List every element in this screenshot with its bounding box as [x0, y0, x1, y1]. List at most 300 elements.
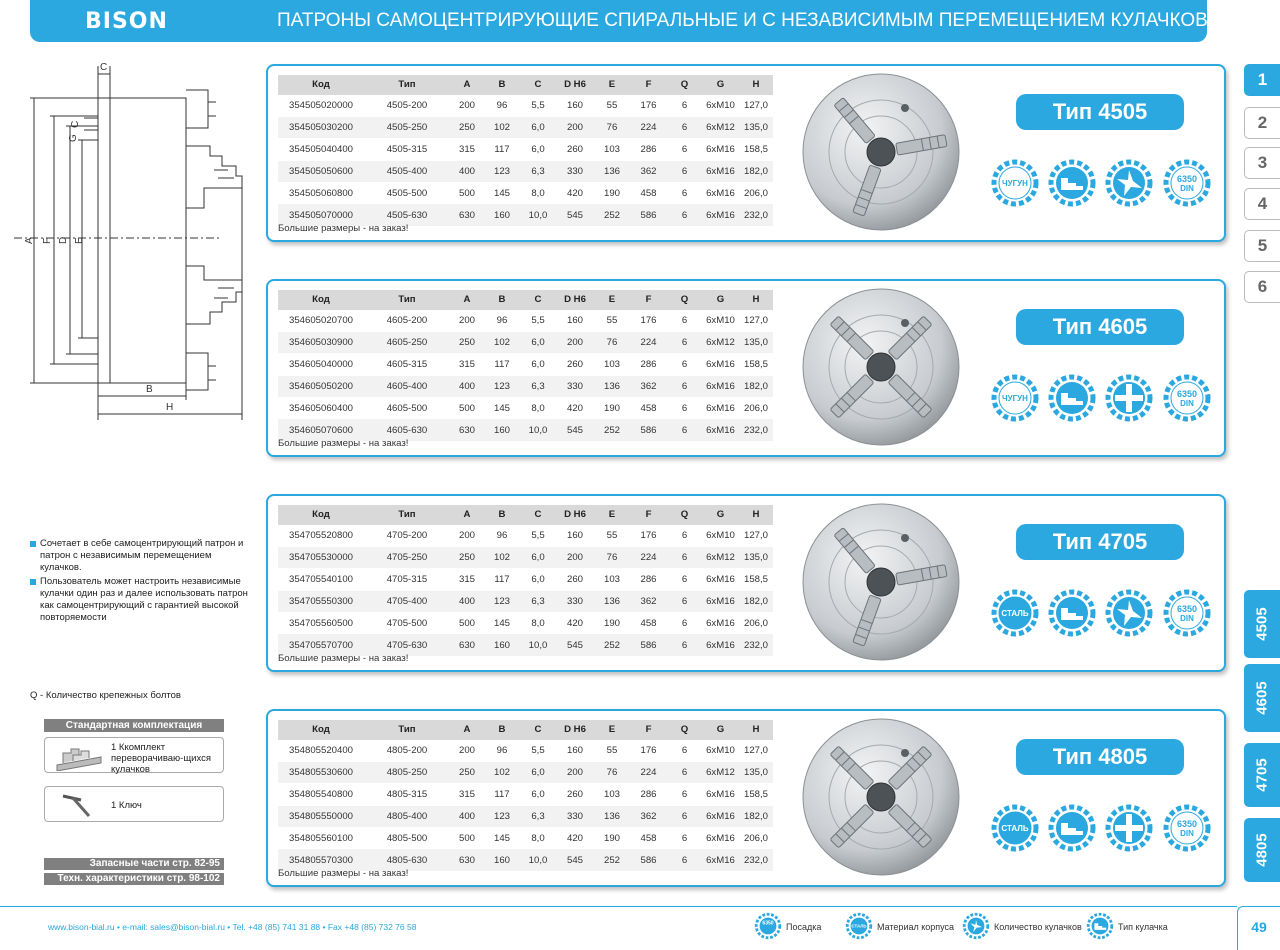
table-row: [278, 827, 773, 849]
spec-cell: 200: [450, 95, 484, 117]
spec-cell: 6xM16: [702, 419, 739, 441]
spec-cell: 96: [484, 525, 520, 547]
dim-label-a: A: [24, 237, 35, 244]
spec-cell: 6xM16: [702, 354, 739, 376]
spec-cell: 103: [594, 139, 630, 161]
standard-item-jaws: 1 Ккомплект переворачиваю-щихся кулачков: [44, 737, 224, 773]
spec-cell: 6: [667, 160, 702, 182]
spec-cell: 354505020000: [278, 95, 364, 117]
spec-header-cell: A: [450, 290, 484, 310]
spec-cell: 206,0: [739, 827, 773, 849]
spec-header-cell: G: [702, 505, 739, 525]
spec-cell: 6xM16: [702, 182, 739, 204]
table-row: [278, 139, 773, 161]
spec-cell: 6: [667, 612, 702, 634]
dim-label-c-top: C: [100, 62, 108, 73]
spec-cell: 200: [556, 117, 594, 139]
spec-cell: 6xM16: [702, 805, 739, 827]
spec-cell: 250: [450, 547, 484, 569]
product-panel-4705: [266, 494, 1226, 672]
spec-cell: 190: [594, 182, 630, 204]
spec-cell: 6: [667, 849, 702, 871]
spec-header-cell: Код: [278, 290, 364, 310]
spec-cell: 158,5: [739, 139, 773, 161]
spec-cell: 232,0: [739, 634, 773, 656]
spec-cell: 160: [556, 740, 594, 762]
spec-cell: 200: [556, 762, 594, 784]
spec-cell: 8,0: [520, 827, 556, 849]
spec-cell: 6: [667, 375, 702, 397]
spec-cell: 354505030200: [278, 117, 364, 139]
spec-cell: 6: [667, 117, 702, 139]
spec-cell: 123: [484, 590, 520, 612]
spec-cell: 354605050200: [278, 375, 364, 397]
spec-cell: 145: [484, 182, 520, 204]
spec-cell: 630: [450, 204, 484, 226]
more-sizes-note: Большие размеры - на заказ!: [278, 868, 409, 879]
spec-cell: 420: [556, 612, 594, 634]
feature-icons: [990, 158, 1214, 210]
spec-cell: 224: [630, 762, 667, 784]
type-tab-4605[interactable]: 4605: [1244, 664, 1280, 732]
spec-cell: 200: [556, 332, 594, 354]
spec-cell: 182,0: [739, 160, 773, 182]
product-panel-4805: [266, 709, 1226, 887]
spec-header-cell: Q: [667, 505, 702, 525]
body-material-icon: [845, 912, 873, 940]
din-mount-icon: [1162, 588, 1212, 638]
spec-cell: 400: [450, 590, 484, 612]
footer-line: [0, 906, 1237, 907]
table-row: [278, 397, 773, 419]
spec-cell: 76: [594, 332, 630, 354]
svg-text:ЧУГУН: ЧУГУН: [1002, 394, 1028, 403]
dim-label-h: H: [166, 402, 174, 413]
spec-cell: 354605040000: [278, 354, 364, 376]
spec-table: [278, 720, 773, 871]
spec-cell: 354805530600: [278, 762, 364, 784]
spec-cell: 55: [594, 740, 630, 762]
spec-cell: 232,0: [739, 419, 773, 441]
section-tab-1[interactable]: 1: [1244, 64, 1280, 96]
spec-cell: 6: [667, 827, 702, 849]
spec-cell: 4505-400: [364, 160, 450, 182]
spec-cell: 136: [594, 375, 630, 397]
tech-specs-link[interactable]: Техн. характеристики стр. 98-102: [44, 873, 224, 885]
spec-cell: 8,0: [520, 182, 556, 204]
spec-cell: 158,5: [739, 569, 773, 591]
spec-header-cell: Тип: [364, 505, 450, 525]
spec-cell: 206,0: [739, 397, 773, 419]
spec-cell: 182,0: [739, 375, 773, 397]
svg-text:DIN: DIN: [1180, 184, 1194, 193]
spec-cell: 354805540800: [278, 784, 364, 806]
svg-text:DIN: DIN: [1180, 614, 1194, 623]
svg-text:DIN: DIN: [1180, 399, 1194, 408]
spec-header-cell: F: [630, 75, 667, 95]
table-row: [278, 569, 773, 591]
spec-cell: 4605-500: [364, 397, 450, 419]
spec-cell: 630: [450, 419, 484, 441]
spec-header-cell: H: [739, 720, 773, 740]
spec-cell: 630: [450, 634, 484, 656]
spec-cell: 354705540100: [278, 569, 364, 591]
spec-cell: 4505-250: [364, 117, 450, 139]
spec-header-cell: C: [520, 720, 556, 740]
spec-header-cell: G: [702, 75, 739, 95]
spec-cell: 315: [450, 354, 484, 376]
spec-cell: 6xM10: [702, 95, 739, 117]
table-row: [278, 525, 773, 547]
spec-header-cell: A: [450, 505, 484, 525]
spec-cell: 6,0: [520, 139, 556, 161]
spec-header-cell: B: [484, 720, 520, 740]
spec-cell: 102: [484, 117, 520, 139]
spec-cell: 545: [556, 849, 594, 871]
spare-parts-link[interactable]: Запасные части стр. 82-95: [44, 858, 224, 870]
spec-cell: 6: [667, 547, 702, 569]
spec-cell: 102: [484, 762, 520, 784]
spec-header-cell: H: [739, 75, 773, 95]
spec-cell: 4505-500: [364, 182, 450, 204]
spec-cell: 400: [450, 805, 484, 827]
type-tab-4805[interactable]: 4805: [1244, 818, 1280, 882]
spec-cell: 206,0: [739, 612, 773, 634]
jaw-count-icon: [1104, 158, 1154, 208]
spec-header-cell: Q: [667, 290, 702, 310]
table-row: [278, 117, 773, 139]
spec-cell: 55: [594, 95, 630, 117]
spec-cell: 76: [594, 762, 630, 784]
material-icon: [990, 373, 1040, 423]
spec-cell: 545: [556, 419, 594, 441]
table-row: [278, 95, 773, 117]
material-icon: [990, 588, 1040, 638]
table-row: [278, 740, 773, 762]
spec-cell: 362: [630, 590, 667, 612]
spec-header-cell: C: [520, 290, 556, 310]
spec-cell: 6,3: [520, 590, 556, 612]
spec-cell: 354605060400: [278, 397, 364, 419]
q-note: Q - Количество крепежных болтов: [30, 690, 181, 701]
svg-text:6350: 6350: [1176, 389, 1198, 399]
spec-header-cell: Q: [667, 720, 702, 740]
table-row: [278, 805, 773, 827]
spec-cell: 123: [484, 375, 520, 397]
spec-cell: 136: [594, 805, 630, 827]
spec-cell: 4805-315: [364, 784, 450, 806]
section-tab-4[interactable]: 4: [1244, 188, 1280, 220]
spec-cell: 286: [630, 354, 667, 376]
spec-cell: 6xM16: [702, 612, 739, 634]
page-title: ПАТРОНЫ САМОЦЕНТРИРУЮЩИЕ СПИРАЛЬНЫЕ И С НЕЗАВИСИМЫМ ПЕРЕМЕЩЕНИЕМ КУЛАЧКОВ: [277, 10, 1208, 31]
spec-cell: 10,0: [520, 204, 556, 226]
table-row: [278, 762, 773, 784]
spec-cell: 200: [450, 740, 484, 762]
din-mount-icon: [1162, 158, 1212, 208]
jaw-count-icon: [1104, 373, 1154, 423]
spec-cell: 6xM16: [702, 849, 739, 871]
spec-cell: 158,5: [739, 784, 773, 806]
spec-cell: 160: [556, 95, 594, 117]
spec-cell: 232,0: [739, 204, 773, 226]
spec-cell: 6,0: [520, 547, 556, 569]
spec-cell: 102: [484, 332, 520, 354]
spec-cell: 4705-500: [364, 612, 450, 634]
spec-cell: 354805520400: [278, 740, 364, 762]
section-tab-3[interactable]: 3: [1244, 147, 1280, 179]
spec-cell: 160: [484, 849, 520, 871]
spec-cell: 400: [450, 160, 484, 182]
spec-cell: 354705560500: [278, 612, 364, 634]
section-tab-2[interactable]: 2: [1244, 107, 1280, 139]
spec-header-cell: Тип: [364, 290, 450, 310]
spec-cell: 354805560100: [278, 827, 364, 849]
spec-header-cell: F: [630, 720, 667, 740]
spec-cell: 6,0: [520, 569, 556, 591]
spec-cell: 190: [594, 612, 630, 634]
more-sizes-note: Большие размеры - на заказ!: [278, 438, 409, 449]
table-row: [278, 160, 773, 182]
spec-cell: 260: [556, 569, 594, 591]
spec-cell: 315: [450, 569, 484, 591]
spec-header-cell: E: [594, 720, 630, 740]
spec-cell: 6xM10: [702, 740, 739, 762]
footer-contacts: www.bison-bial.ru • e-mail: sales@bison-bial.ru • Tel. +48 (85) 741 31 88 • Fax +48 (85) 732 76 58: [48, 922, 417, 932]
spec-cell: 330: [556, 375, 594, 397]
spec-cell: 362: [630, 805, 667, 827]
spec-cell: 5,5: [520, 310, 556, 332]
spec-cell: 458: [630, 182, 667, 204]
spec-table: [278, 75, 773, 226]
more-sizes-note: Большие размеры - на заказ!: [278, 223, 409, 234]
spec-cell: 4505-200: [364, 95, 450, 117]
reversible-jaws-icon: [53, 741, 105, 771]
chuck-dimension-drawing: [14, 58, 254, 428]
jaw-type-icon: [1047, 588, 1097, 638]
spec-cell: 5,5: [520, 95, 556, 117]
type-badge: Тип 4605: [1016, 309, 1184, 345]
spec-cell: 135,0: [739, 117, 773, 139]
spec-cell: 6: [667, 590, 702, 612]
din-mount-icon: [754, 912, 782, 940]
din-mount-icon: [1162, 373, 1212, 423]
spec-cell: 354505040400: [278, 139, 364, 161]
spec-table: [278, 505, 773, 656]
spec-cell: 160: [556, 525, 594, 547]
spec-cell: 6: [667, 569, 702, 591]
spec-cell: 315: [450, 784, 484, 806]
spec-cell: 6: [667, 419, 702, 441]
spec-cell: 6: [667, 784, 702, 806]
spec-cell: 10,0: [520, 419, 556, 441]
chuck-photo: [801, 72, 961, 232]
spec-cell: 6: [667, 805, 702, 827]
table-row: [278, 332, 773, 354]
spec-cell: 8,0: [520, 397, 556, 419]
spec-cell: 545: [556, 204, 594, 226]
spec-cell: 127,0: [739, 740, 773, 762]
spec-cell: 6xM16: [702, 204, 739, 226]
spec-cell: 6,3: [520, 160, 556, 182]
spec-cell: 354805570300: [278, 849, 364, 871]
spec-cell: 4505-630: [364, 204, 450, 226]
material-icon: [990, 803, 1040, 853]
spec-cell: 8,0: [520, 612, 556, 634]
spec-header-cell: B: [484, 75, 520, 95]
spec-cell: 354705550300: [278, 590, 364, 612]
spec-cell: 10,0: [520, 634, 556, 656]
spec-cell: 117: [484, 354, 520, 376]
jaw-type-icon: [1047, 158, 1097, 208]
spec-cell: 4805-200: [364, 740, 450, 762]
spec-header-cell: Q: [667, 75, 702, 95]
spec-cell: 500: [450, 612, 484, 634]
spec-cell: 420: [556, 182, 594, 204]
type-badge: Тип 4705: [1016, 524, 1184, 560]
spec-cell: 123: [484, 160, 520, 182]
spec-cell: 6xM10: [702, 310, 739, 332]
spec-header-cell: D H6: [556, 290, 594, 310]
spec-cell: 354605070600: [278, 419, 364, 441]
spec-table: [278, 290, 773, 441]
type-badge: Тип 4805: [1016, 739, 1184, 775]
spec-cell: 6: [667, 634, 702, 656]
spec-cell: 96: [484, 740, 520, 762]
spec-cell: 6: [667, 310, 702, 332]
spec-cell: 260: [556, 354, 594, 376]
dim-label-b: B: [146, 384, 153, 395]
spec-cell: 500: [450, 182, 484, 204]
dim-label-e: E: [74, 237, 85, 244]
spec-cell: 6xM16: [702, 634, 739, 656]
spec-cell: 182,0: [739, 805, 773, 827]
spec-cell: 4505-315: [364, 139, 450, 161]
spec-cell: 362: [630, 160, 667, 182]
dim-label-g: G: [68, 134, 79, 142]
spec-cell: 330: [556, 160, 594, 182]
spec-cell: 76: [594, 117, 630, 139]
svg-text:6350: 6350: [1176, 819, 1198, 829]
spec-cell: 127,0: [739, 310, 773, 332]
dim-label-c-side: C: [70, 120, 81, 128]
spec-cell: 176: [630, 95, 667, 117]
spec-cell: 286: [630, 139, 667, 161]
spec-cell: 545: [556, 634, 594, 656]
type-tab-4505[interactable]: 4505: [1244, 590, 1280, 658]
spec-cell: 206,0: [739, 182, 773, 204]
spec-cell: 458: [630, 827, 667, 849]
section-tab-6[interactable]: 6: [1244, 271, 1280, 303]
svg-text:6350: 6350: [1176, 604, 1198, 614]
spec-cell: 286: [630, 569, 667, 591]
spec-cell: 6xM12: [702, 762, 739, 784]
spec-cell: 250: [450, 117, 484, 139]
spec-cell: 96: [484, 95, 520, 117]
note-item: Пользователь может настроить независимые кулачки один раз и далее использовать патрон как самоцентрирующий с гарантией высокой повторяемости: [30, 576, 248, 624]
spec-cell: 362: [630, 375, 667, 397]
spec-header-cell: Тип: [364, 75, 450, 95]
spec-cell: 103: [594, 354, 630, 376]
spec-cell: 224: [630, 332, 667, 354]
material-icon: [990, 158, 1040, 208]
spec-cell: 176: [630, 740, 667, 762]
spec-cell: 224: [630, 117, 667, 139]
spec-cell: 117: [484, 569, 520, 591]
spec-header-cell: G: [702, 720, 739, 740]
spec-cell: 145: [484, 612, 520, 634]
spec-header-cell: A: [450, 75, 484, 95]
spec-cell: 4605-400: [364, 375, 450, 397]
spec-cell: 354505050600: [278, 160, 364, 182]
spec-cell: 4705-315: [364, 569, 450, 591]
din-mount-icon: [1162, 803, 1212, 853]
note-item: Сочетает в себе самоцентрирующий патрон и патрон с независимым перемещением кулачков.: [30, 538, 248, 574]
spec-cell: 224: [630, 547, 667, 569]
spec-cell: 102: [484, 547, 520, 569]
spec-header-cell: Код: [278, 720, 364, 740]
spec-header-cell: E: [594, 290, 630, 310]
spec-header-cell: Тип: [364, 720, 450, 740]
spec-header-cell: C: [520, 505, 556, 525]
svg-text:6350: 6350: [762, 920, 774, 927]
spec-cell: 200: [450, 525, 484, 547]
spec-cell: 6xM16: [702, 784, 739, 806]
bison-logo: BISON: [85, 9, 168, 34]
spec-cell: 4705-250: [364, 547, 450, 569]
spec-cell: 260: [556, 784, 594, 806]
chuck-photo: [801, 287, 961, 447]
spec-cell: 160: [484, 204, 520, 226]
spec-cell: 6,3: [520, 805, 556, 827]
spec-header-cell: H: [739, 505, 773, 525]
chuck-key-icon: [53, 790, 105, 820]
svg-text:СТАЛЬ: СТАЛЬ: [1001, 824, 1029, 833]
table-row: [278, 590, 773, 612]
spec-cell: 286: [630, 784, 667, 806]
section-tab-5[interactable]: 5: [1244, 230, 1280, 262]
spec-header-cell: C: [520, 75, 556, 95]
spec-cell: 6: [667, 354, 702, 376]
spec-cell: 6: [667, 762, 702, 784]
product-panel-4605: [266, 279, 1226, 457]
spec-cell: 400: [450, 375, 484, 397]
spec-cell: 117: [484, 139, 520, 161]
spec-cell: 6xM12: [702, 332, 739, 354]
spec-cell: 136: [594, 590, 630, 612]
spec-header-cell: E: [594, 75, 630, 95]
spec-cell: 76: [594, 547, 630, 569]
spec-cell: 135,0: [739, 762, 773, 784]
spec-cell: 315: [450, 139, 484, 161]
spec-cell: 103: [594, 784, 630, 806]
spec-cell: 354705530000: [278, 547, 364, 569]
spec-cell: 10,0: [520, 849, 556, 871]
spec-cell: 500: [450, 397, 484, 419]
spec-cell: 6: [667, 95, 702, 117]
spec-cell: 6xM16: [702, 397, 739, 419]
spec-cell: 103: [594, 569, 630, 591]
spec-cell: 6,0: [520, 354, 556, 376]
spec-header-cell: B: [484, 505, 520, 525]
spec-cell: 354605020700: [278, 310, 364, 332]
spec-cell: 160: [484, 419, 520, 441]
type-tab-4705[interactable]: 4705: [1244, 743, 1280, 807]
spec-cell: 232,0: [739, 849, 773, 871]
spec-cell: 6,0: [520, 117, 556, 139]
spec-header-cell: A: [450, 720, 484, 740]
standard-equipment-title: Стандартная комплектация: [44, 719, 224, 732]
